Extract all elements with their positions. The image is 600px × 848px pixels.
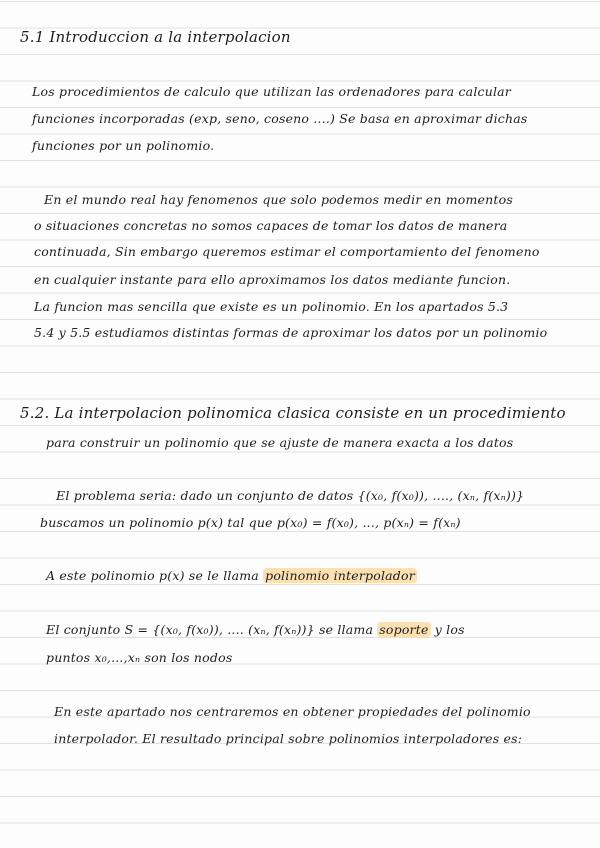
intro-line-2: funciones incorporadas (exp, seno, coseno ....) Se basa en aproximar dichas [32,111,528,126]
paragraph-line-4: en cualquier instante para ello aproximamos los datos mediante funcion. [34,272,511,287]
paragraph-line-5: La funcion mas sencilla que existe es un polinomio. En los apartados 5.3 [34,299,509,314]
section-heading-5-2-line-2: para construir un polinomio que se ajuste de manera exacta a los datos [46,435,514,450]
paragraph-line-1: En el mundo real hay fenomenos que solo podemos medir en momentos [44,192,513,207]
support-text: El conjunto S = {(x₀, f(x₀)), .... (xₙ, f(xₙ))} se llama [46,622,378,637]
paragraph-line-3: continuada, Sin embargo queremos estimar el comportamiento del fenomeno [34,244,540,259]
support-suffix: y los [430,622,465,637]
highlight-polinomio-interpolador: polinomio interpolador [265,568,415,583]
paragraph-line-2: o situaciones concretas no somos capaces de tomar los datos de manera [34,218,508,233]
problem-line-1: El problema seria: dado un conjunto de datos {(x₀, f(x₀)), ...., (xₙ, f(xₙ))} [56,488,525,503]
intro-line-3: funciones por un polinomio. [32,138,215,153]
intro-line-1: Los procedimientos de calculo que utilizan las ordenadores para calcular [32,84,511,99]
closing-line-1: En este apartado nos centraremos en obtener propiedades del polinomio [54,704,531,719]
highlight-soporte: soporte [379,622,429,637]
section-heading-5-2-line-1: 5.2. La interpolacion polinomica clasica consiste en un procedimiento [20,404,566,422]
definition-support-line-2: puntos x₀,...,xₙ son los nodos [46,650,233,665]
definition-interpolating-polynomial [46,568,417,583]
definition-text: A este polinomio p(x) se le llama [46,568,264,583]
paragraph-line-6: 5.4 y 5.5 estudiamos distintas formas de aproximar los datos por un polinomio [34,325,548,340]
section-heading-5-1: 5.1 Introduccion a la interpolacion [20,28,291,46]
closing-line-2: interpolador. El resultado principal sobre polinomios interpoladores es: [54,731,523,746]
definition-support-line-1 [46,622,465,637]
problem-line-2: buscamos un polinomio p(x) tal que p(x₀) = f(x₀), ..., p(xₙ) = f(xₙ) [40,515,461,530]
